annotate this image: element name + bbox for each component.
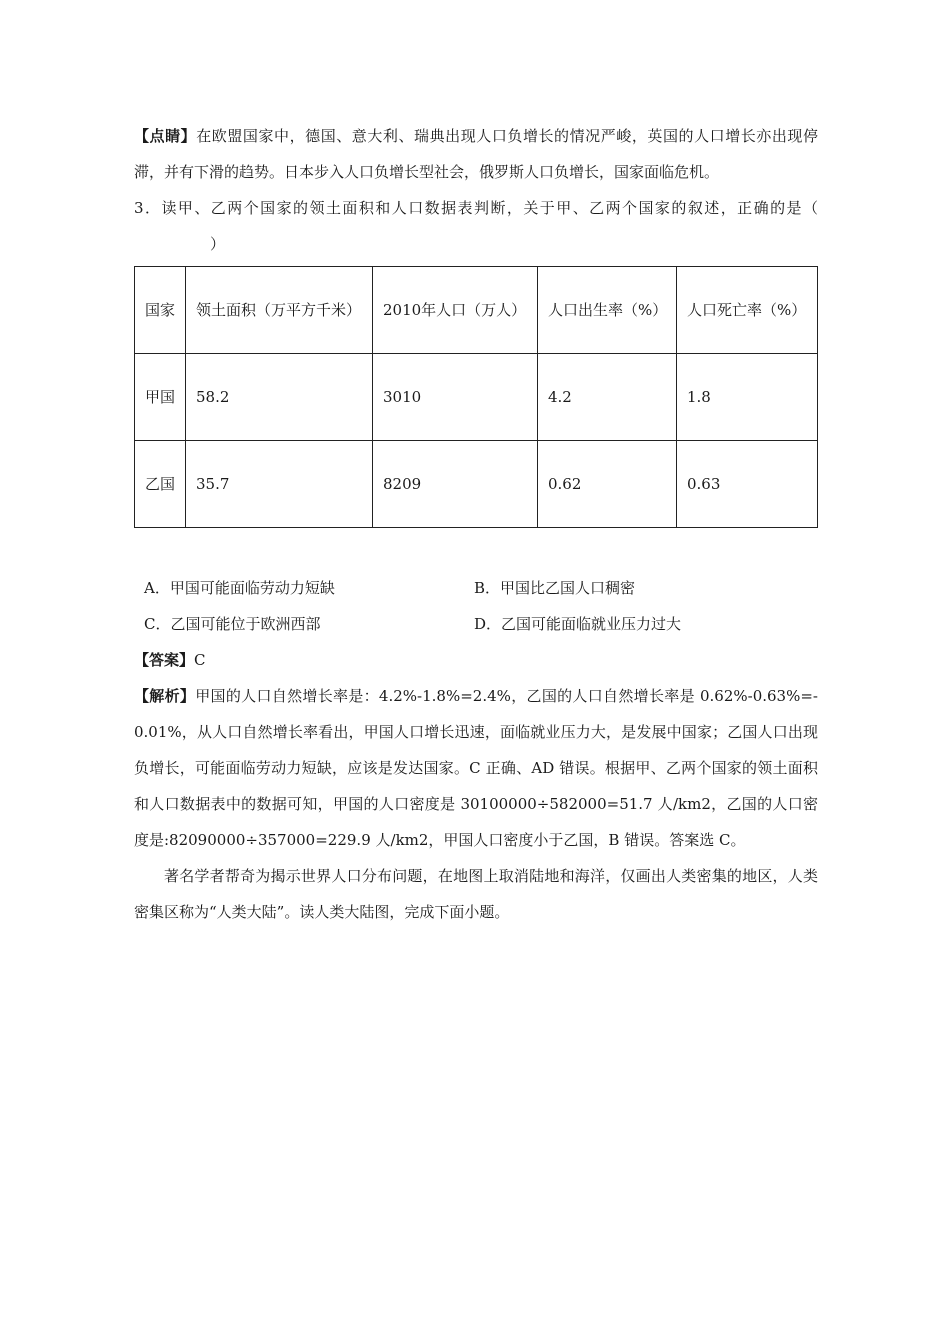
table-header-row (135, 267, 818, 354)
option-c: C．乙国可能位于欧洲西部 (144, 615, 321, 633)
table-header-cell: 人口死亡率（%） (677, 267, 818, 354)
data-table (134, 266, 818, 528)
question-stem (134, 190, 818, 262)
table-header-cell: 人口出生率（%） (538, 267, 677, 354)
analysis-text: 甲国的人口自然增长率是：4.2%-1.8%=2.4%，乙国的人口自然增长率是 0.62%-0.63%=-0.01%，从人口自然增长率看出，甲国人口增长迅速，面临就业压力大，是发展中国家；乙国人口出现负增长，可能面临劳动力短缺，应该是发达国家。C 正确、AD 错误。根据甲、乙两个国家的领土面积和人口数据表中的数据可知，甲国的人口密度是 30100000÷582000=51.7 人/km2，乙国的人口密度是:82090000÷357000=229.9 人/km2，甲国人口密度小于乙国，B 错误。答案选 C。 (134, 687, 818, 849)
analysis-paragraph (134, 678, 818, 858)
table-cell: 甲国 (135, 354, 186, 441)
table-cell: 58.2 (186, 354, 373, 441)
table-cell: 1.8 (677, 354, 818, 441)
analysis-tag: 【解析】 (134, 687, 196, 705)
table-header-cell: 国家 (135, 267, 186, 354)
table-row (135, 354, 818, 441)
option-d: D．乙国可能面临就业压力过大 (474, 615, 682, 633)
intro-paragraph: 著名学者帮奇为揭示世界人口分布问题，在地图上取消陆地和海洋，仅画出人类密集的地区，人类密集区称为“人类大陆”。读人类大陆图，完成下面小题。 (134, 867, 818, 921)
option-a: A．甲国可能面临劳动力短缺 (144, 579, 335, 597)
table-cell: 0.62 (538, 441, 677, 528)
question-stem-close: ） (210, 235, 226, 253)
table-header-cell: 2010年人口（万人） (373, 267, 538, 354)
answer-tag: 【答案】 (134, 651, 195, 669)
question-stem-text: 3．读甲、乙两个国家的领土面积和人口数据表判断，关于甲、乙两个国家的叙述，正确的是（ (134, 199, 818, 217)
answer-options (134, 570, 818, 642)
note-text: 在欧盟国家中，德国、意大利、瑞典出现人口负增长的情况严峻，英国的人口增长亦出现停滞，并有下滑的趋势。日本步入人口负增长型社会，俄罗斯人口负增长，国家面临危机。 (134, 127, 818, 181)
answer-value: C (194, 651, 206, 669)
table-cell: 4.2 (538, 354, 677, 441)
table-cell: 8209 (373, 441, 538, 528)
table-row (135, 441, 818, 528)
table-header-cell: 领土面积（万平方千米） (186, 267, 373, 354)
note-paragraph (134, 118, 818, 190)
table-cell: 乙国 (135, 441, 186, 528)
document-page (134, 118, 818, 930)
table-cell: 3010 (373, 354, 538, 441)
option-b: B．甲国比乙国人口稠密 (474, 579, 636, 597)
answer-line (134, 642, 818, 678)
note-tag: 【点睛】 (134, 127, 197, 145)
table-cell: 0.63 (677, 441, 818, 528)
table-cell: 35.7 (186, 441, 373, 528)
